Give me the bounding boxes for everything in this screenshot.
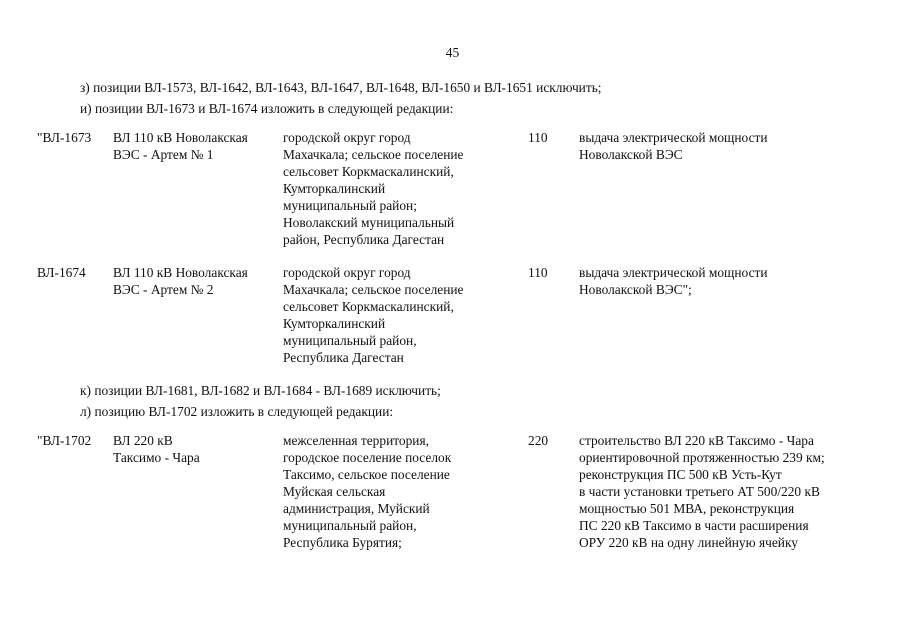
row-code: "ВЛ-1673 xyxy=(37,130,92,145)
row-voltage: 110 xyxy=(528,265,548,280)
row-location: городской округ город Махачкала; сельское поселение сельсовет Коркмаскалинский, Кумторкалинский муниципальный район, Республика Дагестан xyxy=(283,265,464,365)
row-code: ВЛ-1674 xyxy=(37,265,86,280)
paragraph-l: л) позицию ВЛ-1702 изложить в следующей редакции: xyxy=(80,404,394,419)
row-code: "ВЛ-1702 xyxy=(37,433,92,448)
paragraph-z: з) позиции ВЛ-1573, ВЛ-1642, ВЛ-1643, ВЛ-1647, ВЛ-1648, ВЛ-1650 и ВЛ-1651 исключить; xyxy=(80,80,602,95)
row-line-name: ВЛ 110 кВ Новолакская ВЭС - Артем № 2 xyxy=(113,265,248,297)
page-number: 45 xyxy=(445,45,460,60)
row-location: городской округ город Махачкала; сельское поселение сельсовет Коркмаскалинский, Кумторкалинский муниципальный район; Новолакский муниципальный район, Республика Дагестан xyxy=(283,130,464,247)
row-voltage: 220 xyxy=(528,433,549,448)
row-purpose: выдача электрической мощности Новолакской ВЭС xyxy=(579,130,768,162)
row-purpose: строительство ВЛ 220 кВ Таксимо - Чара ориентировочной протяженностью 239 км; реконструкция ПС 500 кВ Усть-Кут в части установки третьего АТ 500/220 кВ мощностью 501 МВА, реконструкция ПС 220 кВ Таксимо в части расширения ОРУ 220 кВ на одну линейную ячейку xyxy=(579,433,825,550)
paragraph-i: и) позиции ВЛ-1673 и ВЛ-1674 изложить в следующей редакции: xyxy=(80,101,454,116)
row-line-name: ВЛ 110 кВ Новолакская ВЭС - Артем № 1 xyxy=(113,130,248,162)
row-purpose: выдача электрической мощности Новолакской ВЭС"; xyxy=(579,265,768,297)
row-voltage: 110 xyxy=(528,130,548,145)
row-line-name: ВЛ 220 кВ Таксимо - Чара xyxy=(113,433,200,465)
paragraph-k: к) позиции ВЛ-1681, ВЛ-1682 и ВЛ-1684 - ВЛ-1689 исключить; xyxy=(80,383,441,398)
row-location: межселенная территория, городское поселение поселок Таксимо, сельское поселение Муйская сельская администрация, Муйский муниципальный район, Республика Бурятия; xyxy=(283,433,452,550)
